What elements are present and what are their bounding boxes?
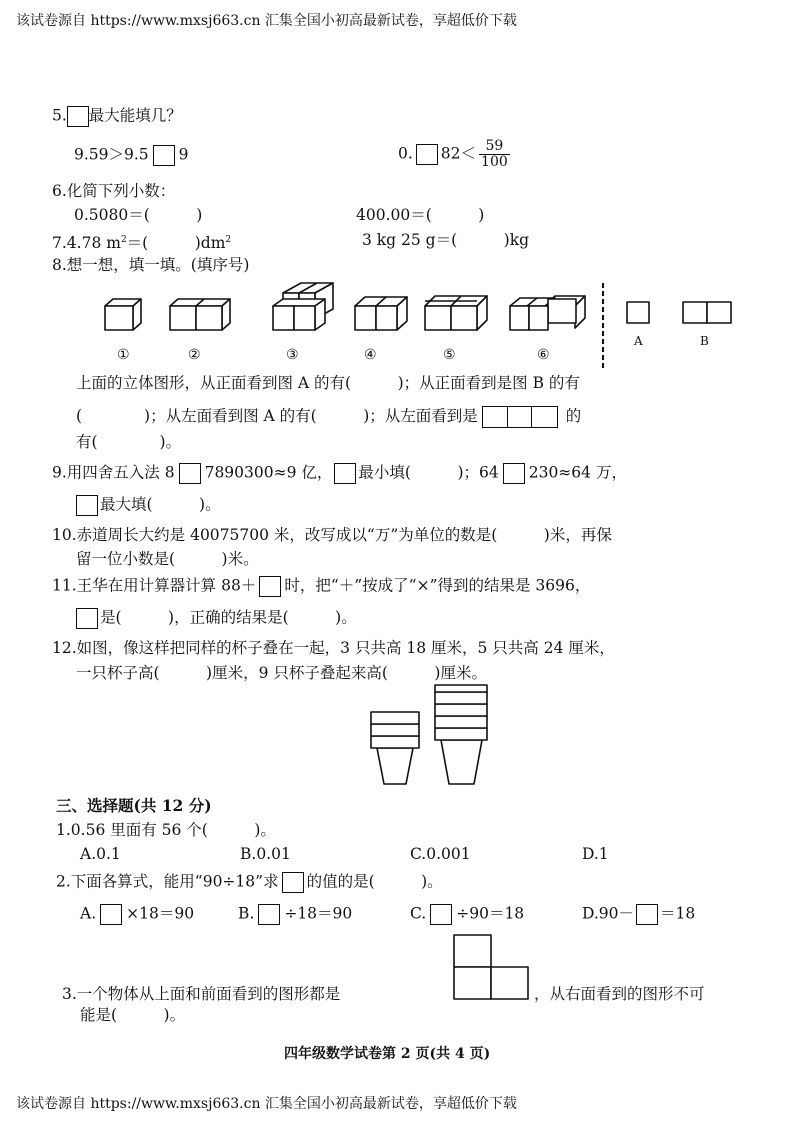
choice-q2-option-c: C. ÷90＝18 xyxy=(410,904,524,925)
q6-item-b: 400.00＝( ) xyxy=(356,206,485,224)
q8-line-1: 上面的立体图形，从正面看到图 A 的有( )；从正面看到是图 B 的有 xyxy=(76,374,580,392)
answer-box[interactable] xyxy=(636,904,658,925)
q8-cube-figures xyxy=(0,0,794,380)
cube-figure-5 xyxy=(425,296,487,330)
l-shape-figure xyxy=(454,935,528,999)
view-a-figure xyxy=(627,302,649,323)
section-3-title: 三、选择题(共 12 分) xyxy=(56,796,212,815)
choice-q1: 1.0.56 里面有 56 个( )。 xyxy=(56,821,276,839)
answer-box[interactable] xyxy=(76,495,98,516)
q10-line-1: 10.赤道周长大约是 40075700 米，改写成以“万”为单位的数是( )米，再保 xyxy=(52,526,612,544)
fig-label-2: ② xyxy=(188,347,201,363)
source-footer: 该试卷源自 https://www.mxsj663.cn 汇集全国小初高最新试卷，享超低价下载 xyxy=(16,1096,517,1112)
fig-label-5: ⑤ xyxy=(443,347,456,363)
q7-item-a: 7.4.78 $m^2=$( )$dm^2$ xyxy=(52,234,232,253)
q7-item-b: 3 kg 25 g＝( )kg xyxy=(362,231,530,249)
cube-figure-3 xyxy=(273,283,333,330)
q8-line-2: ( )；从左面看到图 A 的有( )；从左面看到是 的 xyxy=(76,406,581,428)
choice-q1-option-b: B.0.01 xyxy=(240,845,291,863)
answer-box[interactable] xyxy=(430,904,452,925)
choice-q3-line-1-a: 3.一个物体从上面和前面看到的图形都是 xyxy=(62,985,341,1003)
answer-box[interactable] xyxy=(100,904,122,925)
cup-stack-3 xyxy=(371,712,419,784)
q10-line-2: 留一位小数是( )米。 xyxy=(76,550,259,568)
q11-line-1: 11.王华在用计算器计算 88＋ 时，把“＋”按成了“×”得到的结果是 3696， xyxy=(52,576,590,597)
view-label-a: A xyxy=(634,334,643,348)
choice-q2-option-b: B. ÷18＝90 xyxy=(238,904,352,925)
choice-q2-option-a: A. ×18＝90 xyxy=(80,904,194,925)
q11-line-2: 是( )，正确的结果是( )。 xyxy=(76,608,357,629)
answer-box[interactable] xyxy=(259,576,281,597)
answer-box[interactable] xyxy=(503,463,525,484)
fig-label-3: ③ xyxy=(286,347,299,363)
answer-box[interactable] xyxy=(76,608,98,629)
q12-line-2: 一只杯子高( )厘米，9 只杯子叠起来高( )厘米。 xyxy=(76,664,487,682)
fig-label-6: ⑥ xyxy=(537,347,550,363)
choice-q2-option-d: D.90－ ＝18 xyxy=(582,904,695,925)
fraction: $\frac{59}{100}$ xyxy=(481,138,508,170)
choice-q3-line-2: 能是( )。 xyxy=(80,1006,186,1024)
cube-figure-6 xyxy=(510,296,585,330)
fig-label-4: ④ xyxy=(364,347,377,363)
q8-line-3: 有( )。 xyxy=(76,433,182,451)
q5-item-b: 0. 82＜ $\frac{59}{100}$ xyxy=(398,138,508,170)
cup-stack-5 xyxy=(435,685,487,784)
q12-line-1: 12.如图，像这样把同样的杯子叠在一起，3 只共高 18 厘米，5 只共高 24 厘米， xyxy=(52,639,615,657)
choice-q2: 2.下面各算式，能用“90÷18”求 的值的是( )。 xyxy=(56,872,443,893)
view-b-figure-right xyxy=(707,302,731,323)
q9-line-2: 最大填( )。 xyxy=(76,495,221,516)
q6-item-a: 0.5080＝( ) xyxy=(74,206,203,224)
q5-item-a: 9.59＞9.5 9 xyxy=(74,145,189,166)
choice-q1-option-d: D.1 xyxy=(582,845,609,863)
view-label-b: B xyxy=(700,334,709,348)
choice-q3-line-1-b: ，从右面看到的图形不可 xyxy=(534,985,705,1003)
source-header: 该试卷源自 https://www.mxsj663.cn 汇集全国小初高最新试卷，享超低价下载 xyxy=(16,13,517,29)
fig-label-1: ① xyxy=(117,347,130,363)
cube-figure-1 xyxy=(105,299,141,330)
answer-box[interactable] xyxy=(334,463,356,484)
q8-title: 8.想一想，填一填。(填序号) xyxy=(52,256,250,274)
answer-box[interactable] xyxy=(282,872,304,893)
cube-figure-4 xyxy=(355,297,407,330)
q6-title: 6.化简下列小数： xyxy=(52,182,176,200)
choice-q1-option-c: C.0.001 xyxy=(410,845,471,863)
answer-box[interactable] xyxy=(179,463,201,484)
cube-figure-2 xyxy=(170,299,230,330)
q5-title: 5. 最大能填几？ xyxy=(52,106,182,127)
three-square-figure xyxy=(482,406,558,428)
answer-box[interactable] xyxy=(258,904,280,925)
page-footer: 四年级数学试卷第 2 页(共 4 页) xyxy=(284,1046,491,1062)
view-b-figure-left xyxy=(683,302,707,323)
choice-q1-option-a: A.0.1 xyxy=(80,845,121,863)
q9-line-1: 9.用四舍五入法 8 7890300≈9 亿， 最小填( )；64 230≈64 万， xyxy=(52,463,627,484)
